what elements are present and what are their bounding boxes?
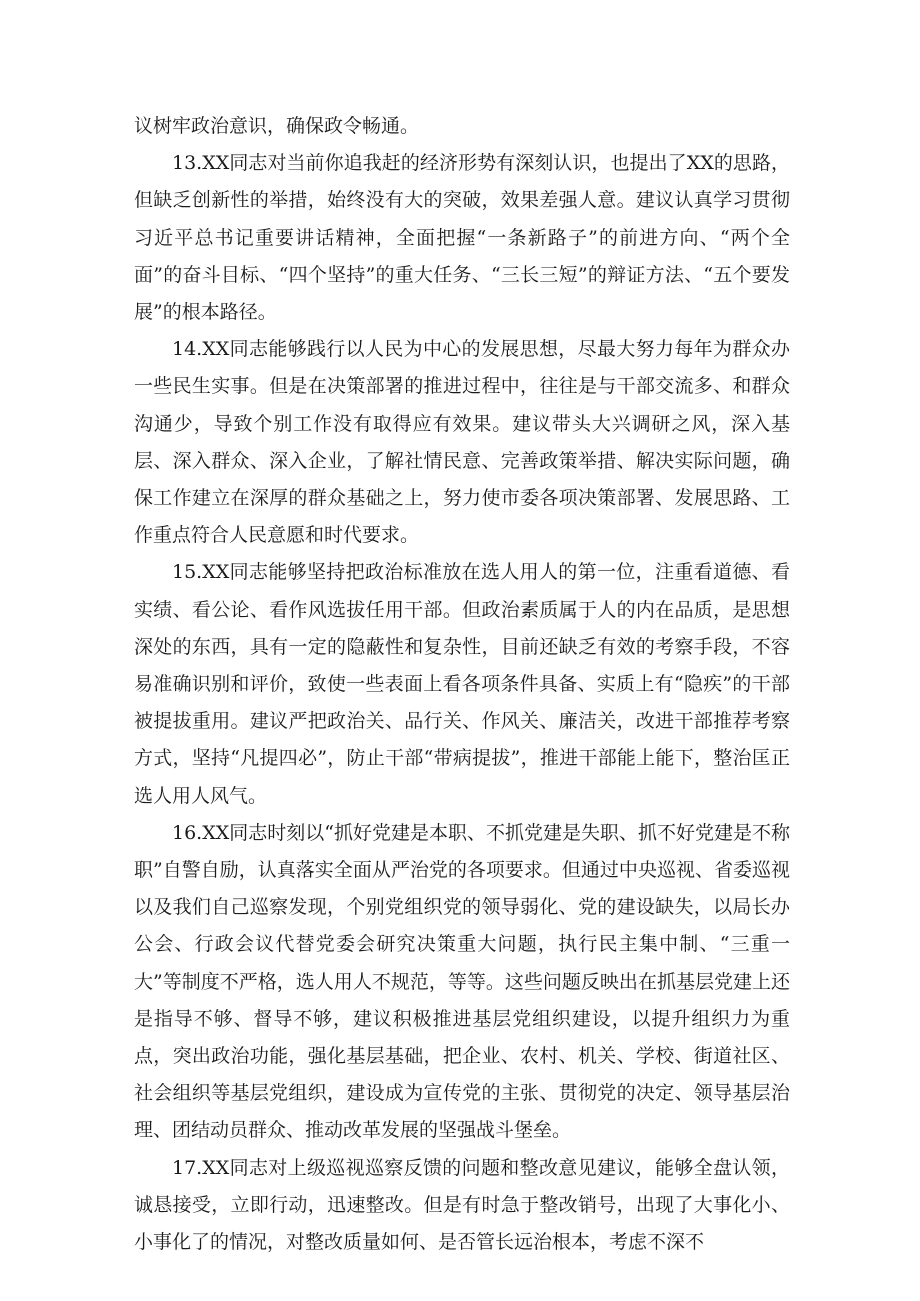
paragraph-item-17: 17.XX同志对上级巡视巡察反馈的问题和整改意见建议，能够全盘认领，诚恳接受，立即行动，迅速整改。但是有时急于整改销号，出现了大事化小、小事化了的情况，对整改质量如何、是否管长远治根本，考虑不深不 <box>134 1156 790 1254</box>
paragraph-item-15: 15.XX同志能够坚持把政治标准放在选人用人的第一位，注重看道德、看实绩、看公论、看作风选拔任用干部。但政治素质属于人的内在品质，是思想深处的东西，具有一定的隐蔽性和复杂性，目前还缺乏有效的考察手段，不容易准确识别和评价，致使一些表面上看各项条件具备、实质上有“隐疾”的干部被提拔重用。建议严把政治关、品行关、作风关、廉洁关，改进干部推荐考察方式，坚持“凡提四必”，防止干部“带病提拔”，推进干部能上能下，整治匡正选人用人风气。 <box>134 561 790 807</box>
paragraph-item-16: 16.XX同志时刻以“抓好党建是本职、不抓党建是失职、抓不好党建是不称职”自警自励，认真落实全面从严治党的各项要求。但通过中央巡视、省委巡视以及我们自己巡察发现，个别党组织党的领导弱化、党的建设缺失，以局长办公会、行政会议代替党委会研究决策重大问题，执行民主集中制、“三重一大”等制度不严格，选人用人不规范，等等。这些问题反映出在抓基层党建上还是指导不够、督导不够，建议积极推进基层党组织建设，以提升组织力为重点，突出政治功能，强化基层基础，把企业、农村、机关、学校、街道社区、社会组织等基层党组织，建设成为宣传党的主张、贯彻党的决定、领导基层治理、团结动员群众、推动改革发展的坚强战斗堡垒。 <box>134 821 790 1142</box>
paragraph-item-14: 14.XX同志能够践行以人民为中心的发展思想，尽最大努力每年为群众办一些民生实事。但是在决策部署的推进过程中，往往是与干部交流多、和群众沟通少，导致个别工作没有取得应有效果。建议带头大兴调研之风，深入基层、深入群众、深入企业，了解社情民意、完善政策举措、解决实际问题，确保工作建立在深厚的群众基础之上，努力使市委各项决策部署、发展思路、工作重点符合人民意愿和时代要求。 <box>134 338 790 547</box>
paragraph-continuation: 议树牢政治意识，确保政令畅通。 <box>134 115 420 137</box>
document-body <box>134 108 790 1261</box>
paragraph-item-13: 13.XX同志对当前你追我赶的经济形势有深刻认识，也提出了XX的思路，但缺乏创新性的举措，始终没有大的突破，效果差强人意。建议认真学习贯彻习近平总书记重要讲话精神，全面把握“一条新路子”的前进方向、“两个全面”的奋斗目标、“四个坚持”的重大任务、“三长三短”的辩证方法、“五个要发展”的根本路径。 <box>134 152 790 324</box>
